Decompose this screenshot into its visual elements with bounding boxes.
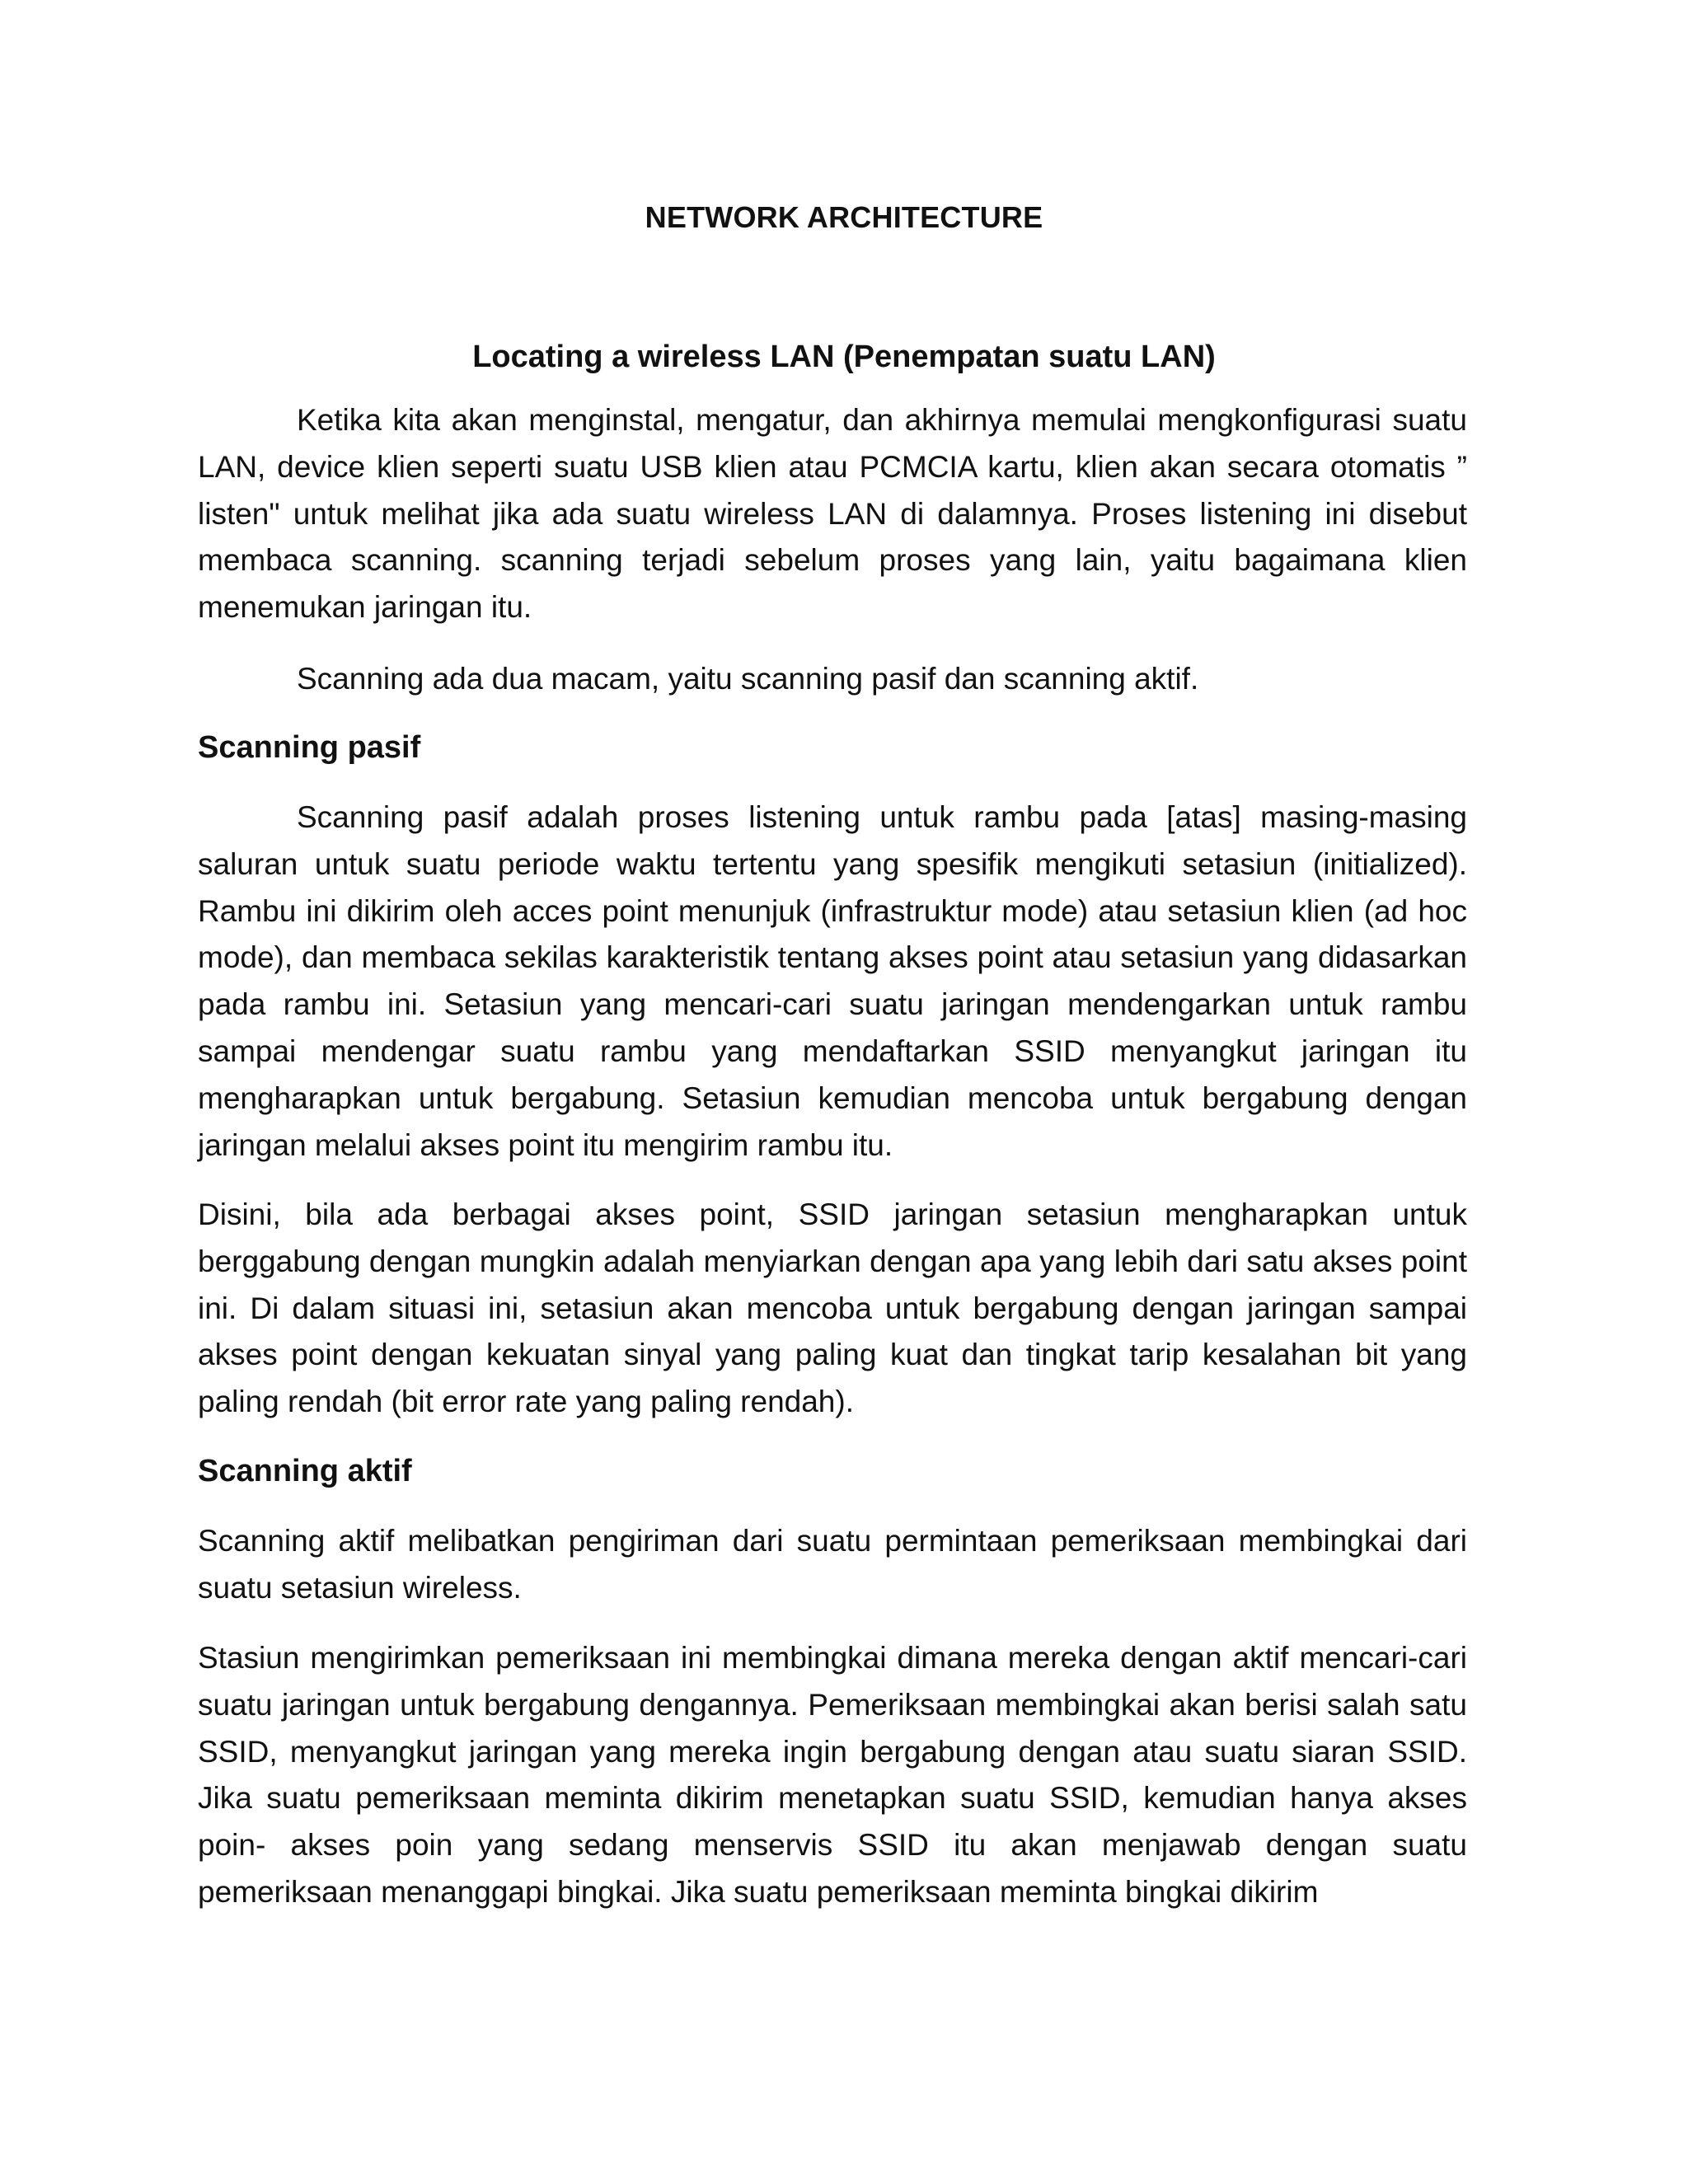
- subheading-scanning-aktif: Scanning aktif: [198, 1454, 412, 1488]
- paragraph-intro: Ketika kita akan menginstal, mengatur, dan akhirnya memulai mengkonfigurasi suatu LAN, device klien seperti suatu USB klien atau PCMCIA kartu, klien akan secara otomatis ” listen" untuk melihat jika ada suatu wireless LAN di dalamnya. Proses listening ini disebut membaca scanning. scanning terjadi sebelum proses yang lain, yaitu bagaimana klien menemukan jaringan itu.: [198, 403, 1467, 625]
- subheading-scanning-pasif: Scanning pasif: [198, 730, 421, 765]
- paragraph-multiple-access-points: Disini, bila ada berbagai akses point, SSID jaringan setasiun mengharapkan untuk berggabung dengan mungkin adalah menyiarkan dengan apa yang lebih dari satu akses point ini. Di dalam situasi ini, setasiun akan mencoba untuk bergabung dengan jaringan sampai akses point dengan kekuatan sinyal yang paling kuat dan tingkat tarip kesalahan bit yang paling rendah (bit error rate yang paling rendah).: [198, 1197, 1467, 1419]
- paragraph-probe-frames: Stasiun mengirimkan pemeriksaan ini membingkai dimana mereka dengan aktif mencari-cari suatu jaringan untuk bergabung dengannya. Pemeriksaan membingkai akan berisi salah satu SSID, menyangkut jaringan yang mereka ingin bergabung dengan atau suatu siaran SSID. Jika suatu pemeriksaan meminta dikirim menetapkan suatu SSID, kemudian hanya akses poin- akses poin yang sedang menservis SSID itu akan menjawab dengan suatu pemeriksaan menanggapi bingkai. Jika suatu pemeriksaan meminta bingkai dikirim: [198, 1641, 1467, 1909]
- section-title: Locating a wireless LAN (Penempatan suatu LAN): [472, 340, 1216, 374]
- paragraph-scanning-aktif: Scanning aktif melibatkan pengiriman dari suatu permintaan pemeriksaan membingkai dari suatu setasiun wireless.: [198, 1524, 1467, 1605]
- paragraph-scanning-pasif: Scanning pasif adalah proses listening untuk rambu pada [atas] masing-masing saluran untuk suatu periode waktu tertentu yang spesifik mengikuti setasiun (initialized). Rambu ini dikirim oleh acces point menunjuk (infrastruktur mode) atau setasiun klien (ad hoc mode), dan membaca sekilas karakteristik tentang akses point atau setasiun yang didasarkan pada rambu ini. Setasiun yang mencari-cari suatu jaringan mendengarkan untuk rambu sampai mendengar suatu rambu yang mendaftarkan SSID menyangkut jaringan itu mengharapkan untuk bergabung. Setasiun kemudian mencoba untuk bergabung dengan jaringan melalui akses point itu mengirim rambu itu.: [198, 800, 1467, 1162]
- paragraph-scanning-types: Scanning ada dua macam, yaitu scanning pasif dan scanning aktif.: [297, 662, 1199, 696]
- document-title: NETWORK ARCHITECTURE: [645, 200, 1043, 234]
